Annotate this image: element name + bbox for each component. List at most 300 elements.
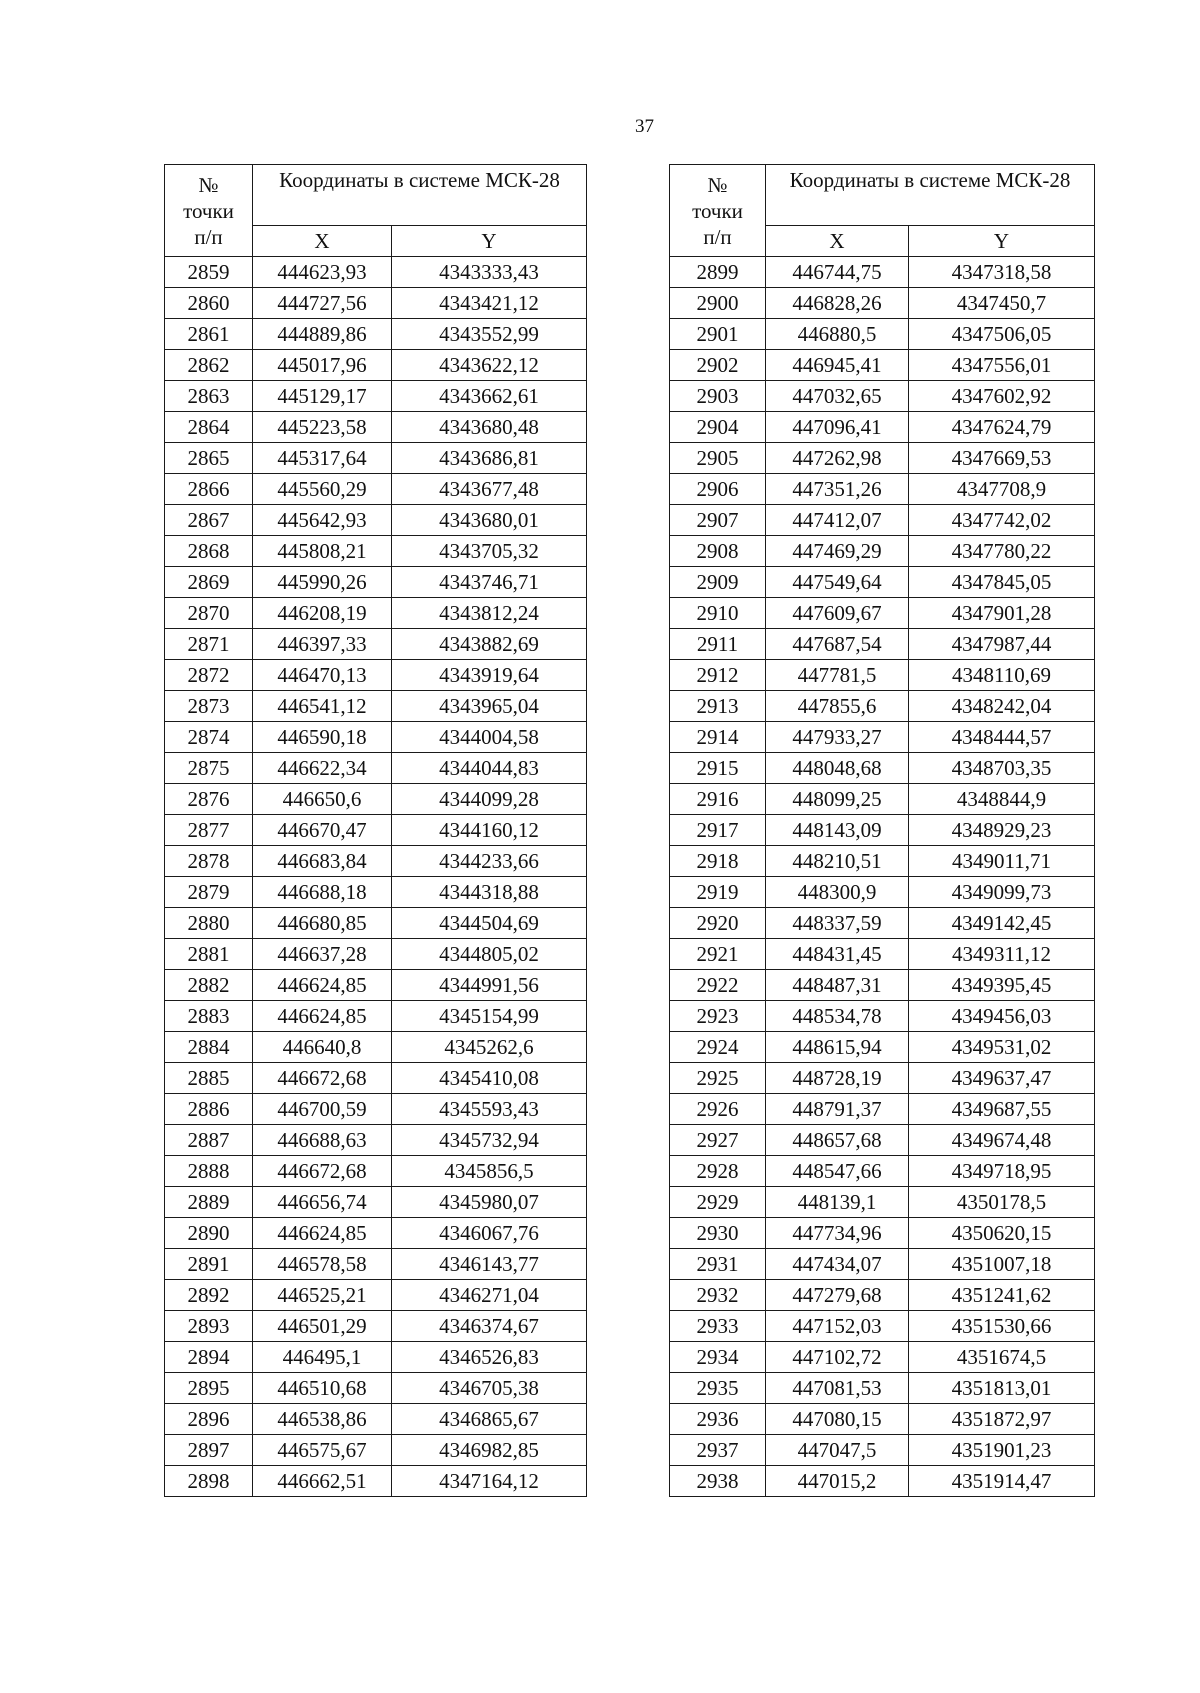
x-coordinate-cell: 447152,03 bbox=[766, 1311, 909, 1342]
point-number-cell: 2936 bbox=[670, 1404, 766, 1435]
point-number-cell: 2910 bbox=[670, 598, 766, 629]
point-number-cell: 2906 bbox=[670, 474, 766, 505]
y-coordinate-cell: 4348110,69 bbox=[909, 660, 1095, 691]
x-coordinate-cell: 447047,5 bbox=[766, 1435, 909, 1466]
y-coordinate-cell: 4347669,53 bbox=[909, 443, 1095, 474]
header-num-abbr: п/п bbox=[703, 224, 732, 249]
point-number-cell: 2890 bbox=[165, 1218, 253, 1249]
x-coordinate-cell: 447687,54 bbox=[766, 629, 909, 660]
y-coordinate-cell: 4343622,12 bbox=[392, 350, 587, 381]
x-coordinate-cell: 447469,29 bbox=[766, 536, 909, 567]
x-coordinate-cell: 447032,65 bbox=[766, 381, 909, 412]
y-coordinate-cell: 4350620,15 bbox=[909, 1218, 1095, 1249]
table-row bbox=[670, 1280, 1095, 1311]
point-number-cell: 2862 bbox=[165, 350, 253, 381]
table-row bbox=[670, 536, 1095, 567]
x-coordinate-cell: 448728,19 bbox=[766, 1063, 909, 1094]
x-coordinate-cell: 448615,94 bbox=[766, 1032, 909, 1063]
x-coordinate-cell: 446700,59 bbox=[253, 1094, 392, 1125]
table-row bbox=[670, 443, 1095, 474]
point-number-cell: 2928 bbox=[670, 1156, 766, 1187]
point-number-cell: 2886 bbox=[165, 1094, 253, 1125]
point-number-cell: 2874 bbox=[165, 722, 253, 753]
point-number-header bbox=[165, 165, 253, 257]
y-coordinate-cell: 4349718,95 bbox=[909, 1156, 1095, 1187]
y-coordinate-cell: 4343677,48 bbox=[392, 474, 587, 505]
point-number-cell: 2869 bbox=[165, 567, 253, 598]
point-number-cell: 2859 bbox=[165, 257, 253, 288]
coordinates-table-left bbox=[164, 164, 587, 1497]
table-row bbox=[165, 970, 587, 1001]
table-row bbox=[670, 753, 1095, 784]
point-number-cell: 2935 bbox=[670, 1373, 766, 1404]
y-coordinate-cell: 4343919,64 bbox=[392, 660, 587, 691]
table-row bbox=[670, 908, 1095, 939]
y-coordinate-cell: 4347450,7 bbox=[909, 288, 1095, 319]
table-row bbox=[165, 1125, 587, 1156]
x-coordinate-cell: 446828,26 bbox=[766, 288, 909, 319]
y-coordinate-cell: 4347164,12 bbox=[392, 1466, 587, 1497]
y-coordinate-cell: 4347602,92 bbox=[909, 381, 1095, 412]
point-number-cell: 2929 bbox=[670, 1187, 766, 1218]
x-coordinate-cell: 448139,1 bbox=[766, 1187, 909, 1218]
x-coordinate-cell: 448048,68 bbox=[766, 753, 909, 784]
y-coordinate-cell: 4343333,43 bbox=[392, 257, 587, 288]
x-coordinate-cell: 447102,72 bbox=[766, 1342, 909, 1373]
point-number-cell: 2900 bbox=[670, 288, 766, 319]
y-coordinate-cell: 4349142,45 bbox=[909, 908, 1095, 939]
x-coordinate-cell: 447412,07 bbox=[766, 505, 909, 536]
point-number-cell: 2925 bbox=[670, 1063, 766, 1094]
x-coordinate-cell: 445223,58 bbox=[253, 412, 392, 443]
point-number-cell: 2881 bbox=[165, 939, 253, 970]
point-number-cell: 2926 bbox=[670, 1094, 766, 1125]
x-coordinate-cell: 446501,29 bbox=[253, 1311, 392, 1342]
point-number-cell: 2892 bbox=[165, 1280, 253, 1311]
y-coordinate-cell: 4350178,5 bbox=[909, 1187, 1095, 1218]
point-number-cell: 2927 bbox=[670, 1125, 766, 1156]
x-coordinate-cell: 445560,29 bbox=[253, 474, 392, 505]
x-coordinate-cell: 444623,93 bbox=[253, 257, 392, 288]
y-coordinate-cell: 4349456,03 bbox=[909, 1001, 1095, 1032]
point-number-cell: 2911 bbox=[670, 629, 766, 660]
y-coordinate-cell: 4349395,45 bbox=[909, 970, 1095, 1001]
y-coordinate-cell: 4349531,02 bbox=[909, 1032, 1095, 1063]
y-coordinate-cell: 4351901,23 bbox=[909, 1435, 1095, 1466]
x-coordinate-cell: 446624,85 bbox=[253, 1001, 392, 1032]
y-coordinate-cell: 4351674,5 bbox=[909, 1342, 1095, 1373]
x-coordinate-cell: 446640,8 bbox=[253, 1032, 392, 1063]
y-column-header: Y bbox=[909, 226, 1095, 257]
table-row bbox=[165, 1404, 587, 1435]
x-coordinate-cell: 447855,6 bbox=[766, 691, 909, 722]
table-row bbox=[670, 1466, 1095, 1497]
y-coordinate-cell: 4343812,24 bbox=[392, 598, 587, 629]
y-coordinate-cell: 4344318,88 bbox=[392, 877, 587, 908]
y-coordinate-cell: 4351914,47 bbox=[909, 1466, 1095, 1497]
y-coordinate-cell: 4348844,9 bbox=[909, 784, 1095, 815]
y-coordinate-cell: 4344805,02 bbox=[392, 939, 587, 970]
x-coordinate-cell: 448547,66 bbox=[766, 1156, 909, 1187]
x-coordinate-cell: 446590,18 bbox=[253, 722, 392, 753]
y-coordinate-cell: 4344160,12 bbox=[392, 815, 587, 846]
point-number-cell: 2921 bbox=[670, 939, 766, 970]
y-coordinate-cell: 4343662,61 bbox=[392, 381, 587, 412]
x-coordinate-cell: 446670,47 bbox=[253, 815, 392, 846]
point-number-cell: 2907 bbox=[670, 505, 766, 536]
point-number-cell: 2893 bbox=[165, 1311, 253, 1342]
y-coordinate-cell: 4343680,01 bbox=[392, 505, 587, 536]
x-coordinate-cell: 448143,09 bbox=[766, 815, 909, 846]
point-number-cell: 2938 bbox=[670, 1466, 766, 1497]
table-row bbox=[165, 846, 587, 877]
x-coordinate-cell: 446624,85 bbox=[253, 1218, 392, 1249]
y-coordinate-cell: 4343686,81 bbox=[392, 443, 587, 474]
table-row bbox=[165, 257, 587, 288]
point-number-cell: 2904 bbox=[670, 412, 766, 443]
y-column-header: Y bbox=[392, 226, 587, 257]
point-number-cell: 2908 bbox=[670, 536, 766, 567]
x-coordinate-cell: 447549,64 bbox=[766, 567, 909, 598]
table-row bbox=[165, 443, 587, 474]
point-number-cell: 2924 bbox=[670, 1032, 766, 1063]
y-coordinate-cell: 4347901,28 bbox=[909, 598, 1095, 629]
y-coordinate-cell: 4347556,01 bbox=[909, 350, 1095, 381]
table-row bbox=[165, 350, 587, 381]
y-coordinate-cell: 4351872,97 bbox=[909, 1404, 1095, 1435]
point-number-cell: 2876 bbox=[165, 784, 253, 815]
header-num-sign: № bbox=[707, 172, 728, 197]
y-coordinate-cell: 4349311,12 bbox=[909, 939, 1095, 970]
y-coordinate-cell: 4347708,9 bbox=[909, 474, 1095, 505]
x-coordinate-cell: 446650,6 bbox=[253, 784, 392, 815]
y-coordinate-cell: 4346374,67 bbox=[392, 1311, 587, 1342]
x-coordinate-cell: 446656,74 bbox=[253, 1187, 392, 1218]
x-coordinate-cell: 448534,78 bbox=[766, 1001, 909, 1032]
x-column-header: X bbox=[766, 226, 909, 257]
table-row bbox=[165, 1032, 587, 1063]
x-coordinate-cell: 446688,18 bbox=[253, 877, 392, 908]
table-row bbox=[165, 691, 587, 722]
y-coordinate-cell: 4346982,85 bbox=[392, 1435, 587, 1466]
point-number-cell: 2875 bbox=[165, 753, 253, 784]
x-coordinate-cell: 448337,59 bbox=[766, 908, 909, 939]
table-row bbox=[670, 257, 1095, 288]
point-number-cell: 2896 bbox=[165, 1404, 253, 1435]
x-coordinate-cell: 447015,2 bbox=[766, 1466, 909, 1497]
x-coordinate-cell: 447096,41 bbox=[766, 412, 909, 443]
table-row bbox=[165, 1342, 587, 1373]
y-coordinate-cell: 4348703,35 bbox=[909, 753, 1095, 784]
table-row bbox=[670, 722, 1095, 753]
point-number-cell: 2922 bbox=[670, 970, 766, 1001]
y-coordinate-cell: 4344504,69 bbox=[392, 908, 587, 939]
y-coordinate-cell: 4346271,04 bbox=[392, 1280, 587, 1311]
x-coordinate-cell: 448487,31 bbox=[766, 970, 909, 1001]
table-row bbox=[165, 567, 587, 598]
point-number-cell: 2898 bbox=[165, 1466, 253, 1497]
x-coordinate-cell: 448657,68 bbox=[766, 1125, 909, 1156]
table-row bbox=[165, 1001, 587, 1032]
table-row bbox=[165, 1218, 587, 1249]
table-row bbox=[670, 1373, 1095, 1404]
point-number-cell: 2863 bbox=[165, 381, 253, 412]
table-row bbox=[165, 784, 587, 815]
x-coordinate-cell: 448431,45 bbox=[766, 939, 909, 970]
coordinates-table-right bbox=[669, 164, 1095, 1497]
table-row bbox=[670, 350, 1095, 381]
table-body-right bbox=[670, 257, 1095, 1497]
point-number-cell: 2868 bbox=[165, 536, 253, 567]
header-num-word: точки bbox=[692, 198, 743, 223]
table-row bbox=[670, 1311, 1095, 1342]
point-number-cell: 2882 bbox=[165, 970, 253, 1001]
y-coordinate-cell: 4349687,55 bbox=[909, 1094, 1095, 1125]
table-row bbox=[165, 629, 587, 660]
y-coordinate-cell: 4346865,67 bbox=[392, 1404, 587, 1435]
y-coordinate-cell: 4343705,32 bbox=[392, 536, 587, 567]
y-coordinate-cell: 4344044,83 bbox=[392, 753, 587, 784]
y-coordinate-cell: 4343746,71 bbox=[392, 567, 587, 598]
table-row bbox=[670, 1435, 1095, 1466]
table-row bbox=[670, 970, 1095, 1001]
table-row bbox=[670, 1187, 1095, 1218]
point-number-cell: 2919 bbox=[670, 877, 766, 908]
table-row bbox=[670, 660, 1095, 691]
point-number-cell: 2913 bbox=[670, 691, 766, 722]
y-coordinate-cell: 4345856,5 bbox=[392, 1156, 587, 1187]
x-coordinate-cell: 446470,13 bbox=[253, 660, 392, 691]
table-row bbox=[165, 660, 587, 691]
point-number-cell: 2864 bbox=[165, 412, 253, 443]
x-coordinate-cell: 447279,68 bbox=[766, 1280, 909, 1311]
x-coordinate-cell: 448210,51 bbox=[766, 846, 909, 877]
y-coordinate-cell: 4347845,05 bbox=[909, 567, 1095, 598]
point-number-cell: 2891 bbox=[165, 1249, 253, 1280]
table-row bbox=[165, 1435, 587, 1466]
point-number-cell: 2883 bbox=[165, 1001, 253, 1032]
x-coordinate-cell: 447781,5 bbox=[766, 660, 909, 691]
table-row bbox=[670, 1032, 1095, 1063]
table-body-left bbox=[165, 257, 587, 1497]
x-coordinate-cell: 445642,93 bbox=[253, 505, 392, 536]
table-row bbox=[165, 753, 587, 784]
point-number-cell: 2932 bbox=[670, 1280, 766, 1311]
y-coordinate-cell: 4347780,22 bbox=[909, 536, 1095, 567]
point-number-cell: 2918 bbox=[670, 846, 766, 877]
point-number-cell: 2931 bbox=[670, 1249, 766, 1280]
x-coordinate-cell: 446510,68 bbox=[253, 1373, 392, 1404]
table-row bbox=[165, 1156, 587, 1187]
y-coordinate-cell: 4344004,58 bbox=[392, 722, 587, 753]
point-number-cell: 2909 bbox=[670, 567, 766, 598]
table-row bbox=[670, 815, 1095, 846]
table-row bbox=[670, 1156, 1095, 1187]
point-number-cell: 2880 bbox=[165, 908, 253, 939]
table-row bbox=[165, 722, 587, 753]
y-coordinate-cell: 4345154,99 bbox=[392, 1001, 587, 1032]
x-coordinate-cell: 447434,07 bbox=[766, 1249, 909, 1280]
table-row bbox=[670, 1001, 1095, 1032]
header-num-abbr: п/п bbox=[194, 224, 223, 249]
point-number-cell: 2865 bbox=[165, 443, 253, 474]
y-coordinate-cell: 4346705,38 bbox=[392, 1373, 587, 1404]
y-coordinate-cell: 4351241,62 bbox=[909, 1280, 1095, 1311]
page-number: 37 bbox=[635, 116, 654, 137]
x-coordinate-cell: 446575,67 bbox=[253, 1435, 392, 1466]
table-row bbox=[670, 381, 1095, 412]
point-number-cell: 2879 bbox=[165, 877, 253, 908]
header-num-sign: № bbox=[198, 172, 219, 197]
point-number-cell: 2872 bbox=[165, 660, 253, 691]
table-row bbox=[165, 474, 587, 505]
table-row bbox=[165, 319, 587, 350]
y-coordinate-cell: 4351007,18 bbox=[909, 1249, 1095, 1280]
y-coordinate-cell: 4345593,43 bbox=[392, 1094, 587, 1125]
table-row bbox=[165, 1094, 587, 1125]
table-row bbox=[670, 319, 1095, 350]
point-number-cell: 2912 bbox=[670, 660, 766, 691]
y-coordinate-cell: 4344099,28 bbox=[392, 784, 587, 815]
table-row bbox=[670, 691, 1095, 722]
y-coordinate-cell: 4345262,6 bbox=[392, 1032, 587, 1063]
x-coordinate-cell: 448791,37 bbox=[766, 1094, 909, 1125]
x-coordinate-cell: 445990,26 bbox=[253, 567, 392, 598]
table-row bbox=[165, 908, 587, 939]
table-row bbox=[670, 1342, 1095, 1373]
x-coordinate-cell: 446538,86 bbox=[253, 1404, 392, 1435]
table-row bbox=[670, 939, 1095, 970]
point-number-cell: 2905 bbox=[670, 443, 766, 474]
table-row bbox=[165, 288, 587, 319]
x-coordinate-cell: 446672,68 bbox=[253, 1063, 392, 1094]
x-coordinate-cell: 446525,21 bbox=[253, 1280, 392, 1311]
x-coordinate-cell: 444889,86 bbox=[253, 319, 392, 350]
point-number-cell: 2877 bbox=[165, 815, 253, 846]
table-row bbox=[670, 1063, 1095, 1094]
y-coordinate-cell: 4343882,69 bbox=[392, 629, 587, 660]
point-number-cell: 2860 bbox=[165, 288, 253, 319]
point-number-cell: 2885 bbox=[165, 1063, 253, 1094]
table-row bbox=[165, 1311, 587, 1342]
table-row bbox=[670, 784, 1095, 815]
table-row bbox=[670, 1404, 1095, 1435]
x-coordinate-cell: 445808,21 bbox=[253, 536, 392, 567]
point-number-cell: 2901 bbox=[670, 319, 766, 350]
y-coordinate-cell: 4346526,83 bbox=[392, 1342, 587, 1373]
point-number-cell: 2930 bbox=[670, 1218, 766, 1249]
x-coordinate-cell: 446208,19 bbox=[253, 598, 392, 629]
x-coordinate-cell: 448300,9 bbox=[766, 877, 909, 908]
x-coordinate-cell: 446880,5 bbox=[766, 319, 909, 350]
header-num-word: точки bbox=[183, 198, 234, 223]
table-row bbox=[165, 815, 587, 846]
x-coordinate-cell: 446495,1 bbox=[253, 1342, 392, 1373]
x-coordinate-cell: 446680,85 bbox=[253, 908, 392, 939]
point-number-cell: 2923 bbox=[670, 1001, 766, 1032]
table-row bbox=[165, 1063, 587, 1094]
table-row bbox=[165, 598, 587, 629]
point-number-cell: 2895 bbox=[165, 1373, 253, 1404]
point-number-cell: 2884 bbox=[165, 1032, 253, 1063]
table-row bbox=[670, 288, 1095, 319]
point-number-cell: 2878 bbox=[165, 846, 253, 877]
point-number-cell: 2914 bbox=[670, 722, 766, 753]
y-coordinate-cell: 4345732,94 bbox=[392, 1125, 587, 1156]
point-number-cell: 2861 bbox=[165, 319, 253, 350]
x-coordinate-cell: 446683,84 bbox=[253, 846, 392, 877]
table-row bbox=[165, 1466, 587, 1497]
table-row bbox=[165, 381, 587, 412]
y-coordinate-cell: 4344233,66 bbox=[392, 846, 587, 877]
point-number-cell: 2920 bbox=[670, 908, 766, 939]
table-row bbox=[670, 1125, 1095, 1156]
point-number-cell: 2899 bbox=[670, 257, 766, 288]
table-row bbox=[165, 1187, 587, 1218]
y-coordinate-cell: 4347987,44 bbox=[909, 629, 1095, 660]
x-coordinate-cell: 446622,34 bbox=[253, 753, 392, 784]
table-row bbox=[670, 1094, 1095, 1125]
table-row bbox=[670, 629, 1095, 660]
table-row bbox=[165, 1280, 587, 1311]
y-coordinate-cell: 4343421,12 bbox=[392, 288, 587, 319]
point-number-cell: 2888 bbox=[165, 1156, 253, 1187]
point-number-cell: 2934 bbox=[670, 1342, 766, 1373]
table-row bbox=[165, 505, 587, 536]
x-coordinate-cell: 446637,28 bbox=[253, 939, 392, 970]
point-number-cell: 2870 bbox=[165, 598, 253, 629]
y-coordinate-cell: 4349011,71 bbox=[909, 846, 1095, 877]
table-row bbox=[670, 567, 1095, 598]
y-coordinate-cell: 4347506,05 bbox=[909, 319, 1095, 350]
point-number-header bbox=[670, 165, 766, 257]
table-row bbox=[165, 939, 587, 970]
x-coordinate-cell: 447734,96 bbox=[766, 1218, 909, 1249]
y-coordinate-cell: 4347742,02 bbox=[909, 505, 1095, 536]
y-coordinate-cell: 4343680,48 bbox=[392, 412, 587, 443]
table-row bbox=[670, 846, 1095, 877]
point-number-cell: 2903 bbox=[670, 381, 766, 412]
x-coordinate-cell: 447081,53 bbox=[766, 1373, 909, 1404]
x-coordinate-cell: 446672,68 bbox=[253, 1156, 392, 1187]
y-coordinate-cell: 4344991,56 bbox=[392, 970, 587, 1001]
coordinate-system-header: Координаты в системе МСК-28 bbox=[766, 165, 1095, 226]
point-number-cell: 2933 bbox=[670, 1311, 766, 1342]
x-coordinate-cell: 446744,75 bbox=[766, 257, 909, 288]
y-coordinate-cell: 4345980,07 bbox=[392, 1187, 587, 1218]
table-row bbox=[165, 412, 587, 443]
point-number-cell: 2889 bbox=[165, 1187, 253, 1218]
x-coordinate-cell: 445017,96 bbox=[253, 350, 392, 381]
x-coordinate-cell: 445129,17 bbox=[253, 381, 392, 412]
table-row bbox=[670, 598, 1095, 629]
y-coordinate-cell: 4351530,66 bbox=[909, 1311, 1095, 1342]
y-coordinate-cell: 4348929,23 bbox=[909, 815, 1095, 846]
x-coordinate-cell: 446945,41 bbox=[766, 350, 909, 381]
point-number-cell: 2871 bbox=[165, 629, 253, 660]
y-coordinate-cell: 4345410,08 bbox=[392, 1063, 587, 1094]
x-coordinate-cell: 447080,15 bbox=[766, 1404, 909, 1435]
x-column-header: X bbox=[253, 226, 392, 257]
x-coordinate-cell: 445317,64 bbox=[253, 443, 392, 474]
y-coordinate-cell: 4349674,48 bbox=[909, 1125, 1095, 1156]
x-coordinate-cell: 447262,98 bbox=[766, 443, 909, 474]
x-coordinate-cell: 446624,85 bbox=[253, 970, 392, 1001]
point-number-cell: 2915 bbox=[670, 753, 766, 784]
table-row bbox=[165, 1373, 587, 1404]
coordinate-system-header: Координаты в системе МСК-28 bbox=[253, 165, 587, 226]
y-coordinate-cell: 4348242,04 bbox=[909, 691, 1095, 722]
